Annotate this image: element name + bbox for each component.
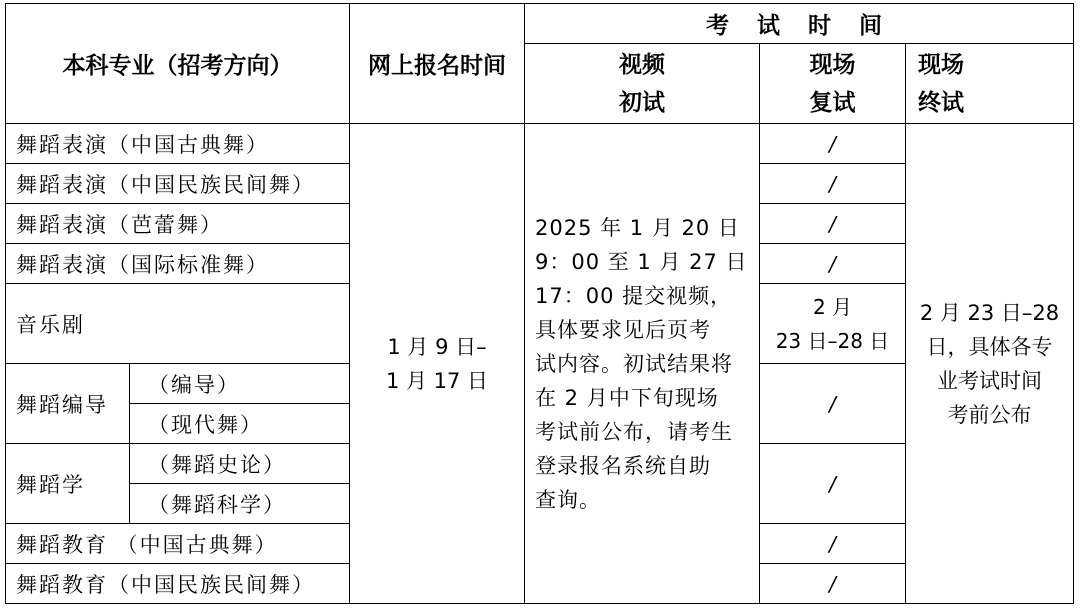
onsite-final-exam-header-line1: 现场 [918,51,964,78]
video-exam-line: 9：00 至 1 月 27 日 [535,249,748,274]
final-exam-line: 2 月 23 日–28 [919,300,1060,325]
onsite-re-exam-cell: / [760,524,906,564]
registration-period-line1: 1 月 9 日– [387,334,487,359]
registration-header: 网上报名时间 [350,4,525,124]
video-exam-line: 具体要求见后页考 [535,317,711,342]
registration-period-cell [350,124,525,604]
major-cell: 舞蹈教育 （中国古典舞） [6,524,350,564]
table-row [6,124,1074,164]
exam-time-header: 考 试 时 间 [525,4,1074,44]
video-exam-line: 在 2 月中下旬现场 [535,385,719,410]
major-cell: 音乐剧 [6,284,350,364]
onsite-re-exam-cell: / [760,164,906,204]
major-cell: 舞蹈教育（中国民族民间舞） [6,564,350,604]
major-cell: 舞蹈表演（芭蕾舞） [6,204,350,244]
onsite-final-exam-cell [906,124,1074,604]
onsite-re-exam-cell: / [760,444,906,524]
onsite-re-exam-line1: 2 月 [812,294,853,319]
major-cell: 舞蹈学 [6,444,130,524]
major-cell: 舞蹈表演（中国古典舞） [6,124,350,164]
video-exam-line: 17：00 提交视频， [535,283,733,308]
direction-cell: （舞蹈科学） [130,484,350,524]
onsite-re-exam-cell [760,284,906,364]
video-exam-line: 登录报名系统自助 [535,453,711,478]
direction-cell: （舞蹈史论） [130,444,350,484]
onsite-re-exam-header-line1: 现场 [809,51,856,78]
major-cell: 舞蹈表演（国际标准舞） [6,244,350,284]
direction-cell: （现代舞） [130,404,350,444]
onsite-re-exam-line2: 23 日–28 日 [775,328,890,353]
final-exam-line: 业考试时间 [937,368,1042,393]
video-exam-header-line1: 视频 [619,51,665,78]
final-exam-line: 考前公布 [947,402,1032,427]
onsite-final-exam-header-line2: 终试 [918,89,964,116]
onsite-re-exam-header-line2: 复试 [809,89,856,116]
exam-schedule-table [5,3,1074,604]
video-exam-header-line2: 初试 [619,89,665,116]
video-exam-line: 考试前公布，请考生 [535,419,733,444]
onsite-re-exam-cell: / [760,124,906,164]
video-exam-line: 查询。 [535,487,601,512]
direction-cell: （编导） [130,364,350,404]
major-cell: 舞蹈表演（中国民族民间舞） [6,164,350,204]
onsite-re-exam-cell: / [760,244,906,284]
registration-period-line2: 1 月 17 日 [385,368,489,393]
video-exam-header [525,44,760,124]
video-exam-line: 试内容。初试结果将 [535,351,733,376]
onsite-final-exam-header [906,44,1074,124]
onsite-re-exam-cell: / [760,204,906,244]
final-exam-line: 日，具体各专 [926,334,1053,359]
major-cell: 舞蹈编导 [6,364,130,444]
onsite-re-exam-header [760,44,906,124]
onsite-re-exam-cell: / [760,364,906,444]
video-exam-cell [525,124,760,604]
major-header: 本科专业（招考方向） [6,4,350,124]
onsite-re-exam-cell: / [760,564,906,604]
video-exam-line: 2025 年 1 月 20 日 [535,215,740,240]
